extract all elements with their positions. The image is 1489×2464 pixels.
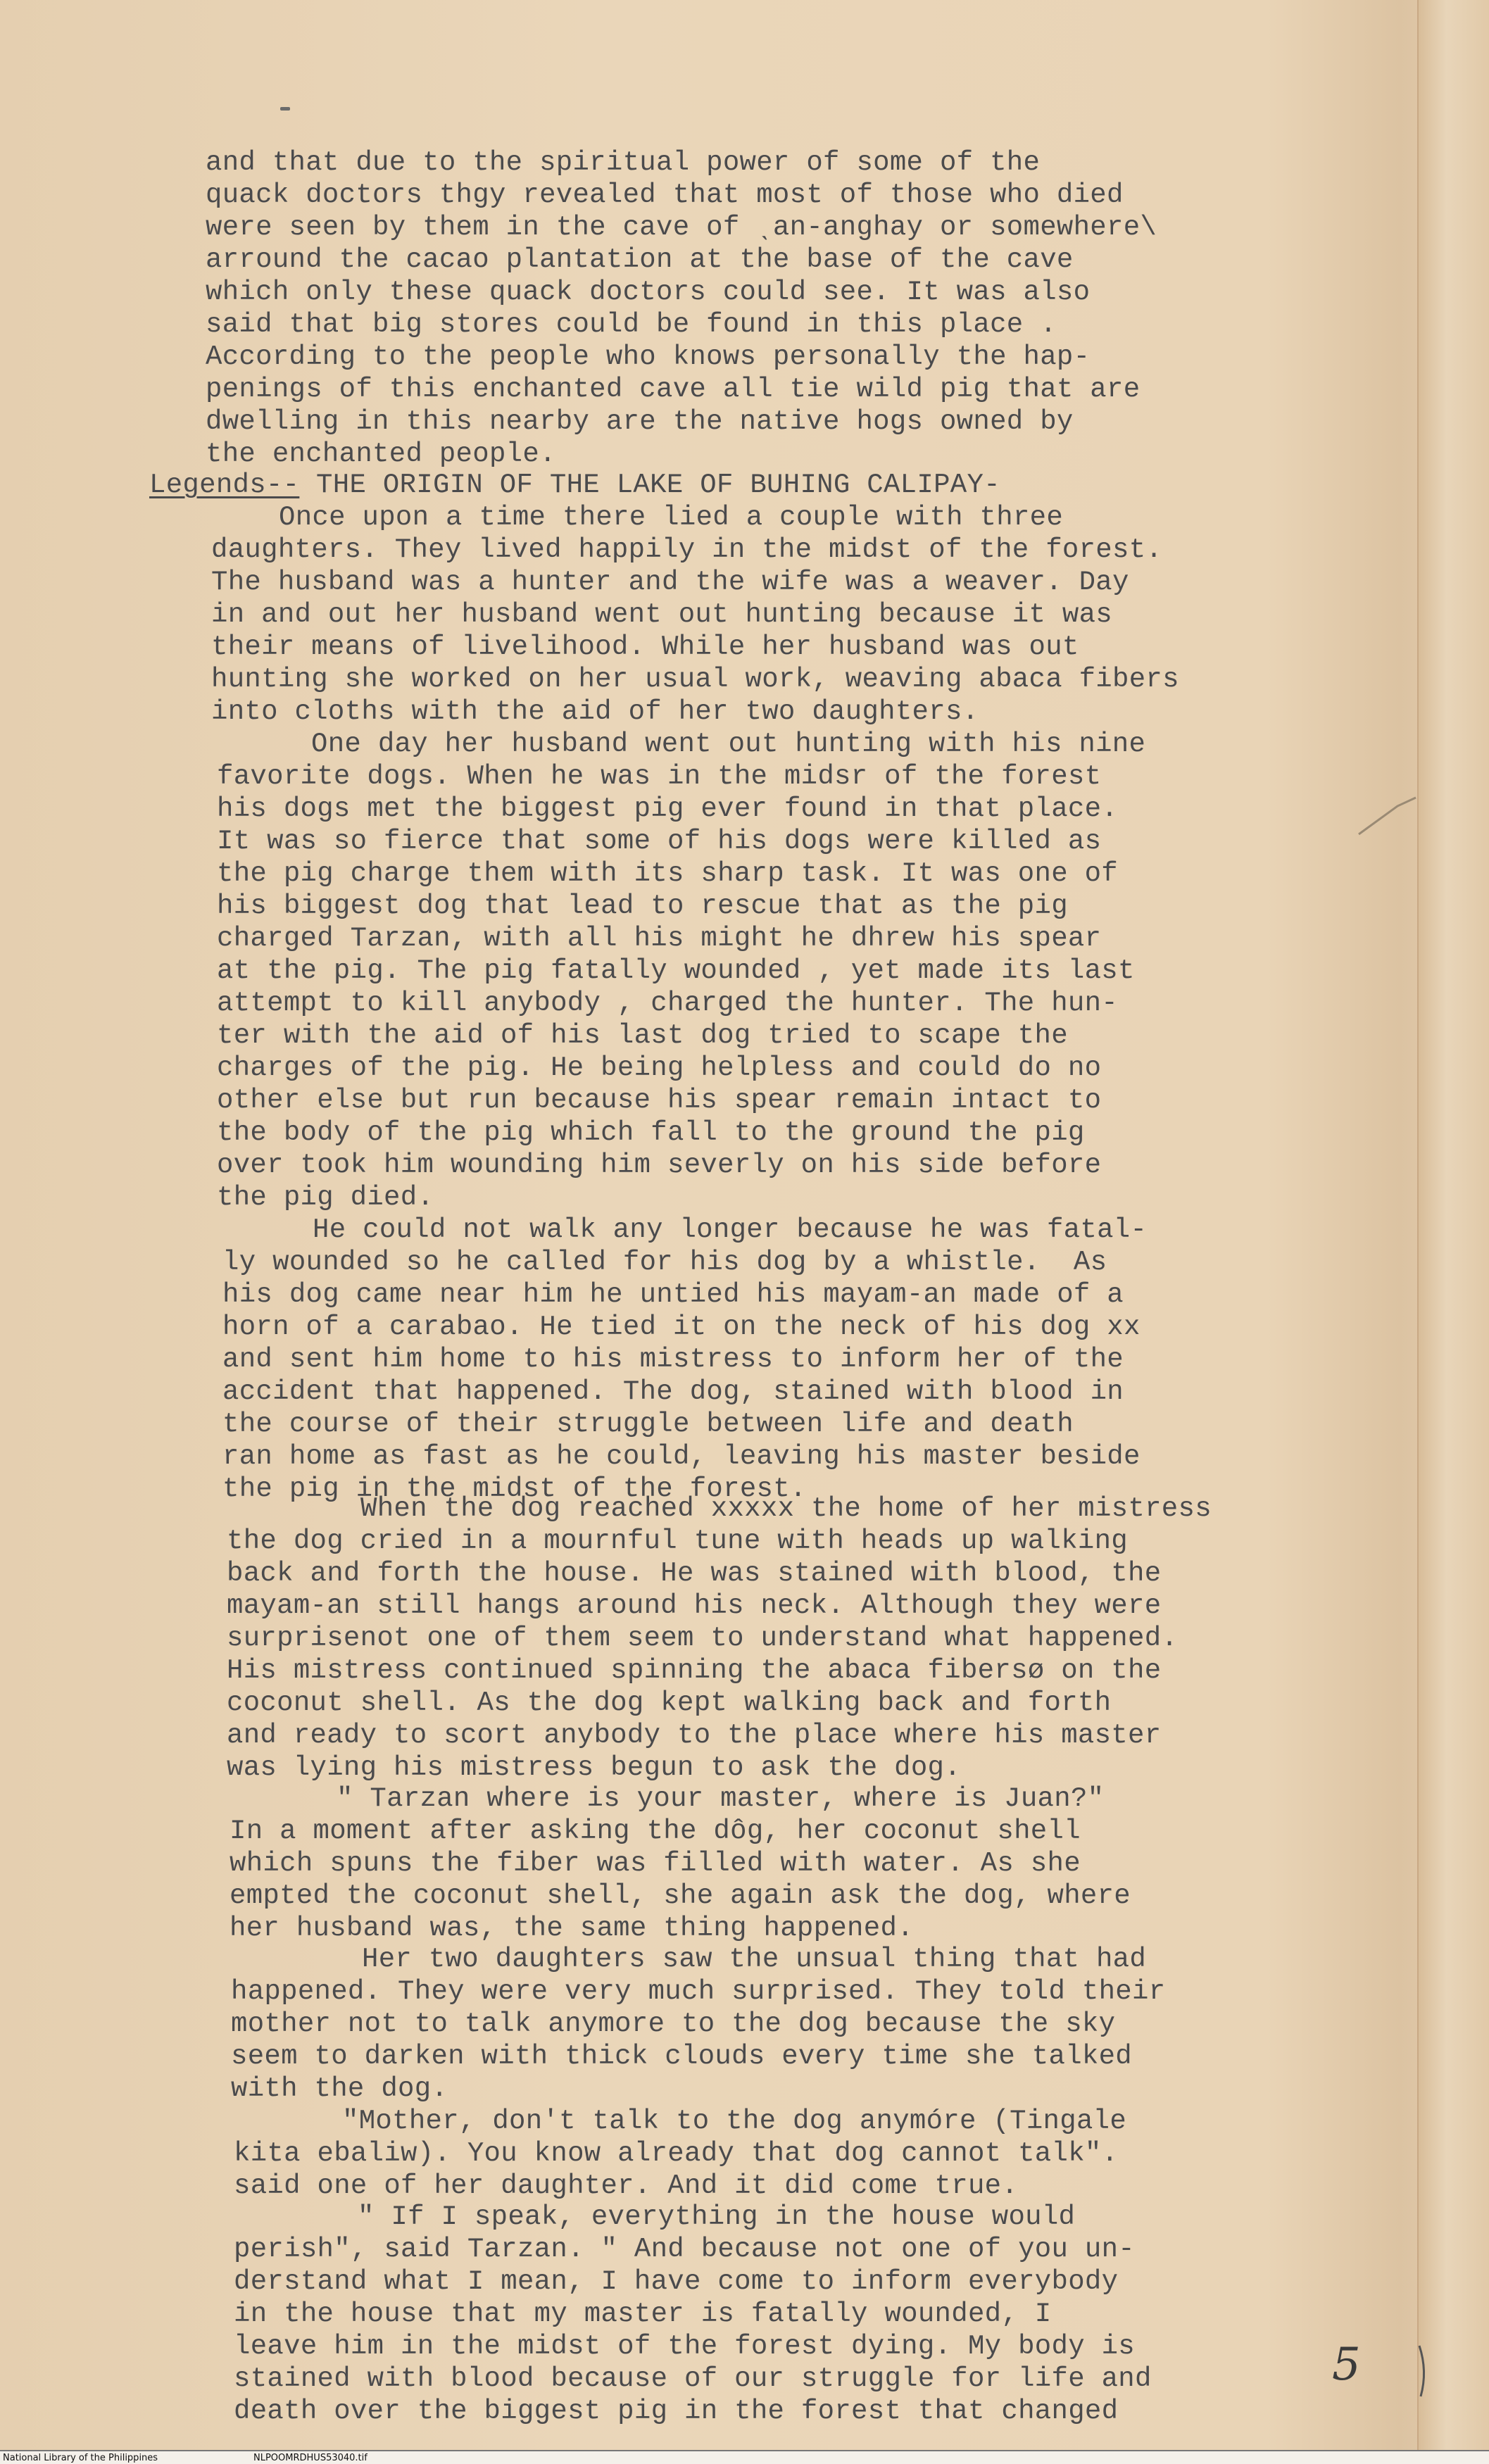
text-line: kita ebaliw). You know already that dog cannot talk".: [234, 2138, 1119, 2169]
text-line: stained with blood because of our struggle for life and: [234, 2363, 1152, 2394]
text-line: Her two daughters saw the unsual thing that had: [362, 1944, 1147, 1975]
text-line: One day her husband went out hunting with his nine: [311, 729, 1146, 760]
text-line: coconut shell. As the dog kept walking back and forth: [227, 1687, 1112, 1718]
text-line: He could not walk any longer because he was fatal-: [313, 1214, 1148, 1245]
text-line: accident that happened. The dog, stained with blood in: [222, 1376, 1124, 1407]
text-line: the body of the pig which fall to the ground the pig: [217, 1117, 1085, 1148]
text-line: charged Tarzan, with all his might he dhrew his spear: [217, 923, 1102, 954]
text-line: seem to darken with thick clouds every time she talked: [231, 2041, 1133, 2072]
text-line: perish", said Tarzan. " And because not one of you un-: [234, 2234, 1136, 2265]
text-line: the dog cried in a mournful tune with heads up walking: [227, 1526, 1129, 1557]
text-line: the pig charge them with its sharp task. It was one of: [217, 858, 1119, 889]
text-line: the enchanted people.: [206, 439, 556, 470]
text-line: his dogs met the biggest pig ever found in that place.: [217, 793, 1119, 824]
handwritten-bracket-mark: [1415, 2343, 1436, 2399]
footer-file-name: NLPOOMRDHUS53040.tif: [253, 2453, 367, 2463]
text-line: in the house that my master is fatally wounded, I: [234, 2299, 1052, 2330]
text-line: were seen by them in the cave of ˎan-anghay or somewhere\: [206, 212, 1157, 243]
legend-title: THE ORIGIN OF THE LAKE OF BUHING CALIPAY-: [299, 470, 1000, 501]
text-line: attempt to kill anybody , charged the hunter. The hun-: [217, 988, 1119, 1019]
text-line: When the dog reached xxxxx the home of her mistress: [360, 1493, 1212, 1524]
text-line: charges of the pig. He being helpless and could do no: [217, 1052, 1102, 1083]
text-line: " Tarzan where is your master, where is Juan?": [337, 1783, 1105, 1814]
text-line: surprisenot one of them seem to understand what happened.: [227, 1623, 1179, 1654]
text-line: According to the people who knows personally the hap-: [206, 341, 1091, 372]
text-line: dwelling in this nearby are the native hogs owned by: [206, 406, 1074, 437]
page-number: 5: [1332, 2339, 1361, 2391]
text-line: and sent him home to his mistress to inform her of the: [222, 1344, 1124, 1375]
text-line: his biggest dog that lead to rescue that as the pig: [217, 891, 1068, 922]
text-line: His mistress continued spinning the abaca fibersø on the: [227, 1655, 1162, 1686]
text-line: and that due to the spiritual power of some of the: [206, 147, 1041, 178]
text-line: back and forth the house. He was stained with blood, the: [227, 1558, 1162, 1589]
text-line: the course of their struggle between life and death: [222, 1409, 1074, 1440]
text-line: his dog came near him he untied his mayam-an made of a: [222, 1279, 1124, 1310]
text-line: death over the biggest pig in the forest that changed: [234, 2396, 1119, 2427]
text-line: ran home as fast as he could, leaving his master beside: [222, 1441, 1141, 1472]
text-line: Once upon a time there lied a couple with three: [279, 502, 1064, 533]
text-line: arround the cacao plantation at the base of the cave: [206, 244, 1074, 275]
text-line: hunting she worked on her usual work, weaving abaca fibers: [211, 664, 1179, 695]
text-line: empted the coconut shell, she again ask the dog, where: [230, 1880, 1131, 1911]
text-line: leave him in the midst of the forest dying. My body is: [234, 2331, 1136, 2362]
text-line: was lying his mistress begun to ask the dog.: [227, 1752, 961, 1783]
text-line: other else but run because his spear remain intact to: [217, 1085, 1102, 1116]
text-line: daughters. They lived happily in the midst of the forest.: [211, 534, 1163, 565]
ink-mark: [280, 107, 290, 111]
text-line: favorite dogs. When he was in the midsr of the forest: [217, 761, 1102, 792]
text-line: the pig in the midst of the forest.: [222, 1473, 807, 1504]
text-line: said one of her daughter. And it did come true.: [234, 2170, 1019, 2201]
legend-heading: [149, 469, 1000, 501]
text-line: at the pig. The pig fatally wounded , yet made its last: [217, 955, 1135, 986]
text-line: which spuns the fiber was filled with water. As she: [230, 1848, 1081, 1879]
text-line: which only these quack doctors could see. It was also: [206, 277, 1091, 308]
text-line: the pig died.: [217, 1182, 434, 1213]
text-line: horn of a carabao. He tied it on the neck of his dog xx: [222, 1312, 1141, 1343]
text-line: "Mother, don't talk to the dog anymóre (Tingale: [342, 2106, 1127, 2137]
text-line: quack doctors thgy revealed that most of those who died: [206, 180, 1124, 210]
text-line: ly wounded so he called for his dog by a whistle. As: [222, 1247, 1107, 1278]
pencil-margin-mark: [1355, 792, 1419, 841]
text-line: penings of this enchanted cave all tie wild pig that are: [206, 374, 1141, 405]
text-line: happened. They were very much surprised. They told their: [231, 1976, 1166, 2007]
text-line: The husband was a hunter and the wife was a weaver. Day: [211, 567, 1129, 598]
text-line: her husband was, the same thing happened.: [230, 1913, 914, 1944]
text-line: In a moment after asking the dôg, her coconut shell: [230, 1816, 1081, 1847]
text-line: their means of livelihood. While her husband was out: [211, 631, 1079, 662]
scan-footer: [0, 2450, 1489, 2464]
legend-label: Legends--: [149, 470, 300, 501]
text-line: " If I speak, everything in the house would: [358, 2201, 1076, 2232]
text-line: in and out her husband went out hunting because it was: [211, 599, 1113, 630]
text-line: into cloths with the aid of her two daughters.: [211, 696, 979, 727]
text-line: and ready to scort anybody to the place where his master: [227, 1720, 1162, 1751]
text-line: said that big stores could be found in this place .: [206, 309, 1057, 340]
text-line: derstand what I mean, I have come to inform everybody: [234, 2266, 1119, 2297]
footer-institution: National Library of the Philippines: [3, 2453, 158, 2463]
page-edge-strip: [1417, 0, 1489, 2464]
text-line: It was so fierce that some of his dogs were killed as: [217, 826, 1102, 857]
text-line: with the dog.: [231, 2073, 448, 2104]
text-line: ter with the aid of his last dog tried to scape the: [217, 1020, 1068, 1051]
text-line: mother not to talk anymore to the dog because the sky: [231, 2009, 1116, 2039]
text-line: mayam-an still hangs around his neck. Although they were: [227, 1590, 1162, 1621]
text-line: over took him wounding him severly on his side before: [217, 1150, 1102, 1181]
